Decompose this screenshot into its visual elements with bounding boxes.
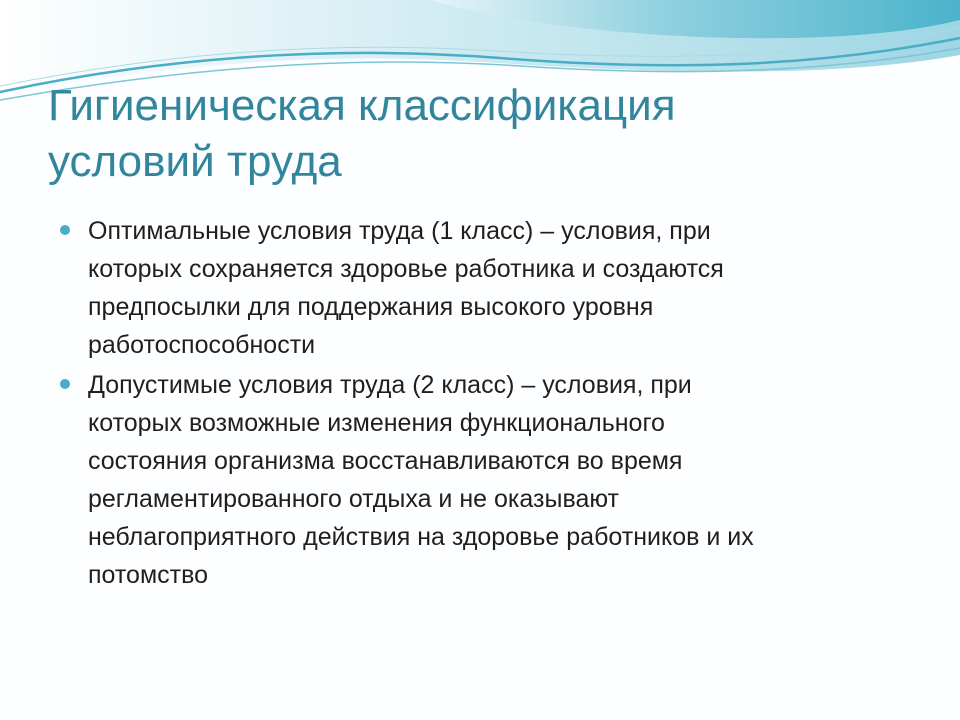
slide-title-line-2: условий труда	[48, 137, 342, 186]
bullet-text-line: регламентированного отдыха и не оказывают	[88, 485, 619, 513]
bullet-text-line: предпосылки для поддержания высокого уровня	[88, 293, 654, 321]
bullet-dot-icon	[60, 225, 70, 235]
bullet-item-acceptable	[60, 366, 900, 594]
bullet-text-line: Оптимальные условия труда (1 класс) – условия, при	[88, 217, 711, 245]
slide-title-line-1: Гигиеническая классификация	[48, 81, 676, 130]
bullet-text-line: потомство	[88, 561, 209, 589]
bullet-text-line: работоспособности	[88, 331, 316, 359]
bullet-item-optimal	[60, 212, 900, 364]
bullet-text-line: Допустимые условия труда (2 класс) – условия, при	[88, 371, 692, 399]
slide-title	[48, 78, 908, 190]
bullet-text-line: неблагоприятного действия на здоровье работников и их	[88, 523, 754, 551]
bullet-dot-icon	[60, 379, 70, 389]
bullet-text-line: состояния организма восстанавливаются во время	[88, 447, 683, 475]
bullet-text-line: которых сохраняется здоровье работника и создаются	[88, 255, 724, 283]
bullet-list	[60, 212, 900, 596]
bullet-text-line: которых возможные изменения функционального	[88, 409, 665, 437]
